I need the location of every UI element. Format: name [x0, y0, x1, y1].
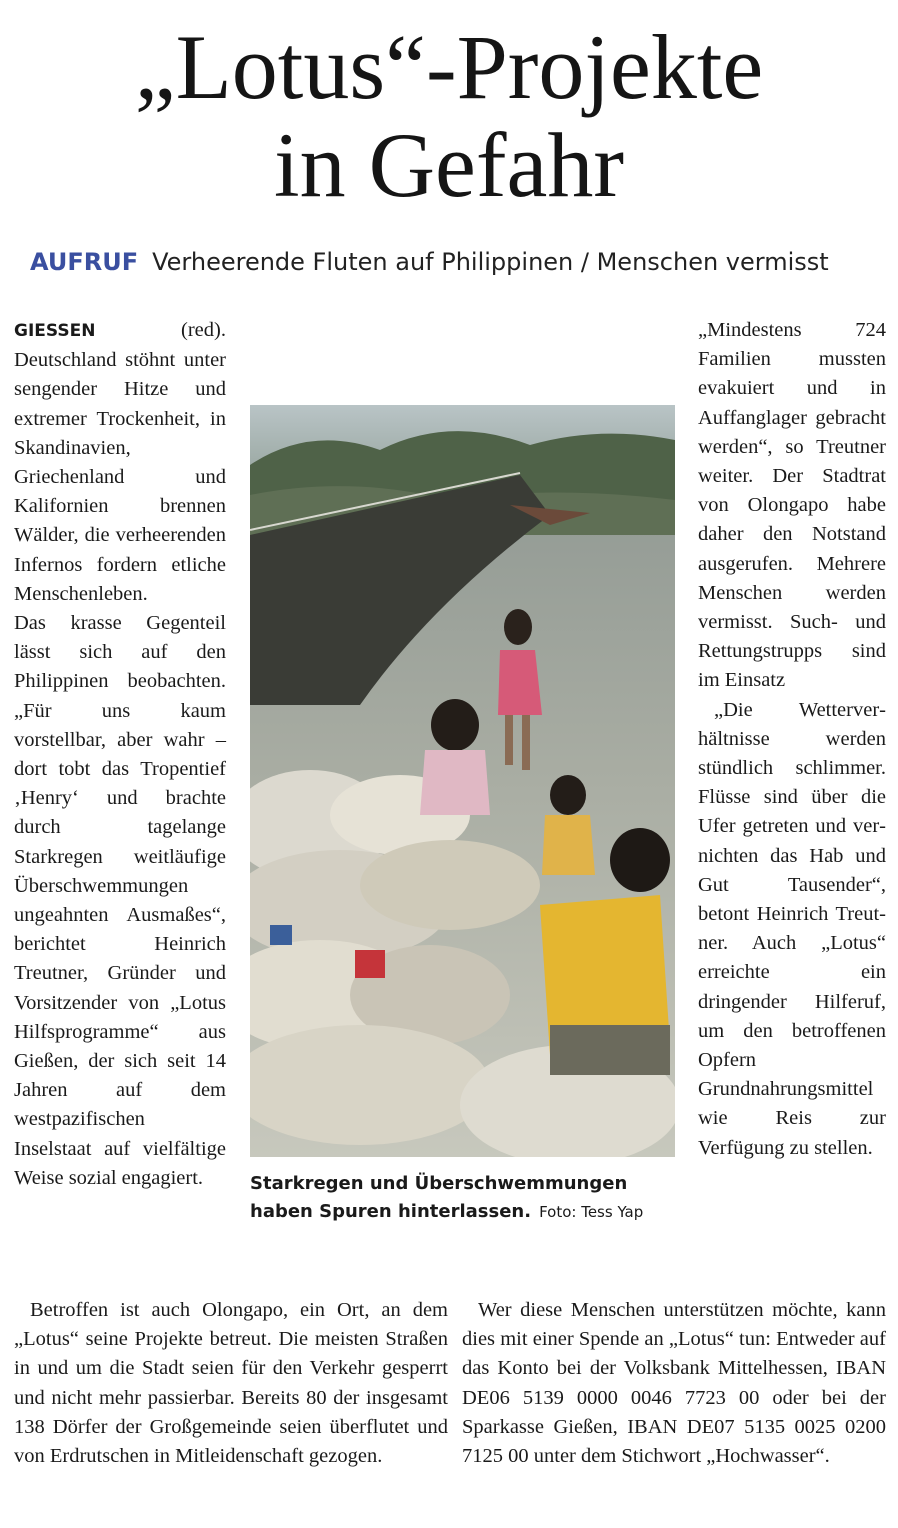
subline-text: Verheerende Fluten auf Philippinen / Menschen vermisst — [152, 248, 829, 276]
subline — [30, 246, 890, 278]
paragraph-intro-text: (red). Deutschland stöhnt unter sengender Hitze und extremer Trockenheit, in Skandinavien, Griechenland und Kalifornien brennen Wälder, die verheerenden Infernos fordern etliche Menschenleben. — [14, 319, 226, 605]
paragraph-right-3: Wer diese Menschen unterstützen möchte, kann dies mit einer Spende an „Lotus“ tun: Entweder auf das Konto bei der Volksbank Mittelhessen, IBAN DE06 5139 0000 0046 7723 00 oder bei der Sparkasse Gießen, IBAN DE07 5135 0025 0200 7125 00 unter dem Stichwort „Hochwasser“. — [462, 1299, 886, 1468]
flood-photo-illustration — [250, 405, 675, 1157]
caption-text: Starkregen und Überschwemmungen haben Spuren hinterlassen. — [250, 1173, 628, 1222]
column-right — [698, 316, 886, 1163]
paragraph-intro — [14, 316, 226, 609]
paragraph-3: Betroffen ist auch Olongapo, ein Ort, an dem „Lotus“ seine Projekte betreut. Die meisten Straßen in und um die Stadt seien für den Verkehr gesperrt und nicht mehr passierbar. Bereits 80 der insgesamt 138 Dörfer der Großgemeinde seien überflutet und von Erdrutschen in Mitleidenschaft gezogen. — [14, 1299, 448, 1468]
column-left — [14, 316, 226, 1193]
headline-line-2: in Gefahr — [274, 114, 624, 216]
kicker: AUFRUF — [30, 248, 139, 276]
paragraph-right-2: „Die Wetterverhältnisse werden stündlich schlimmer. Flüsse sind über die Ufer getreten und vernichten das Hab und Gut Tausender“, betont Heinrich Treutner. Auch „Lotus“ erreichte ein dringender Hilferuf, um den betroffenen Opfern Grundnahrungsmittel wie Reis zur Verfügung zu stellen. — [698, 698, 886, 1159]
column-left-bottom — [14, 1296, 448, 1471]
headline — [0, 18, 898, 214]
paragraph-right-1: „Mindestens 724 Familien mussten evakuiert und in Auffanglager gebracht werden“, so Treutner weiter. Der Stadtrat von Olongapo habe daher den Notstand ausgerufen. Mehrere Menschen werden vermisst. Such- und Rettungstrupps sind im Einsatz — [698, 319, 886, 692]
dateline: GIESSEN — [14, 321, 96, 341]
column-right-bottom — [462, 1296, 886, 1471]
headline-line-1: „Lotus“-Projekte — [134, 16, 764, 118]
article-photo — [250, 405, 675, 1157]
photo-caption — [250, 1170, 680, 1226]
paragraph-2: Das krasse Gegenteil lässt sich auf den Philippinen beobachten. „Für uns kaum vorstellbar, aber wahr – dort tobt das Tropentief ‚Henry‘ und brachte durch tagelange Starkregen weitläufige Überschwemmungen ungeahnten Ausmaßes“, berichtet Heinrich Treutner, Gründer und Vorsitzender von „Lotus Hilfsprogramme“ aus Gießen, der sich seit 14 Jahren auf dem westpazifischen Inselstaat auf vielfältige Weise sozial engagiert. — [14, 612, 226, 1189]
photo-credit: Foto: Tess Yap — [539, 1203, 644, 1221]
